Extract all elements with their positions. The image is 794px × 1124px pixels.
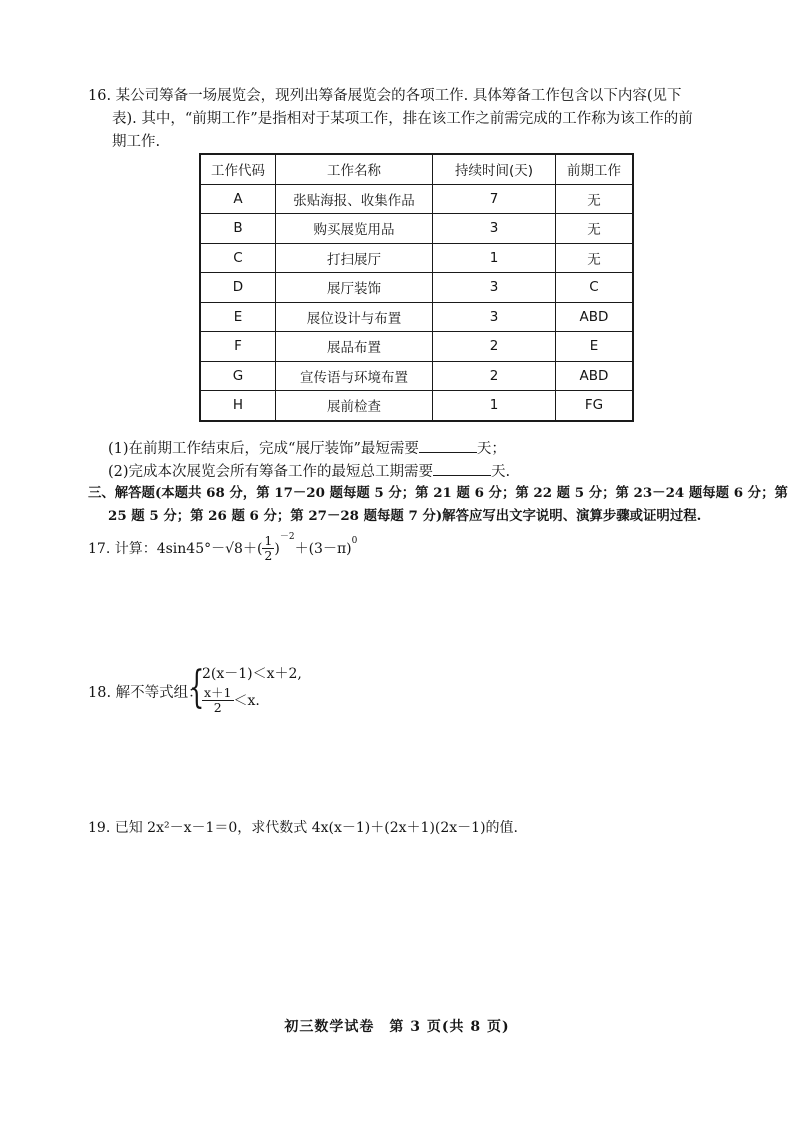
q16-line2: 表). 其中，“前期工作”是指相对于某项工作，排在该工作之前需完成的工作称为该工作的前	[112, 111, 693, 127]
cell-duration: 3	[433, 302, 556, 332]
cell-duration: 7	[433, 184, 556, 214]
cell-prereq: 无	[556, 184, 634, 214]
q17-term1: 4sin45°－√8＋(	[156, 540, 263, 557]
cell-name: 购买展览用品	[276, 214, 433, 244]
table-row	[200, 273, 633, 303]
cell-duration: 2	[433, 332, 556, 362]
q17	[88, 531, 358, 563]
answer-blank-1[interactable]	[419, 436, 477, 453]
q18-frac-den: 2	[213, 700, 222, 715]
cell-name: 展品布置	[276, 332, 433, 362]
cell-code: D	[200, 273, 276, 303]
cell-prereq: 无	[556, 214, 634, 244]
table-row	[200, 184, 633, 214]
q17-term2: ＋(3－π)	[294, 540, 352, 557]
q16-sub2-unit: 天.	[491, 464, 511, 480]
cell-prereq: C	[556, 273, 634, 303]
answer-blank-2[interactable]	[433, 459, 491, 476]
q16-line3: 期工作.	[112, 134, 161, 150]
cell-name: 张贴海报、收集作品	[276, 184, 433, 214]
table-row	[200, 243, 633, 273]
cell-name: 打扫展厅	[276, 243, 433, 273]
cell-prereq: ABD	[556, 361, 634, 391]
cell-code: E	[200, 302, 276, 332]
cell-code: H	[200, 391, 276, 421]
q17-exponent2: 0	[351, 535, 358, 546]
q17-paren-close: )	[274, 540, 280, 557]
q18-ineq1: 2(x－1)＜x＋2,	[202, 666, 302, 682]
q16-sub2-text: (2)完成本次展览会所有筹备工作的最短总工期需要	[108, 464, 434, 480]
cell-duration: 1	[433, 243, 556, 273]
work-table	[199, 153, 634, 422]
q19: 19. 已知 2x²－x－1＝0，求代数式 4x(x－1)＋(2x＋1)(2x－1)的值.	[88, 820, 518, 836]
q16-sub2	[108, 459, 510, 483]
q18-ineq2-tail: ＜x.	[233, 692, 260, 709]
cell-duration: 1	[433, 391, 556, 421]
brace-symbol: {	[189, 662, 205, 713]
table-row	[200, 332, 633, 362]
cell-code: G	[200, 361, 276, 391]
q18-fraction	[202, 686, 234, 715]
header-name: 工作名称	[276, 154, 433, 184]
cell-duration: 3	[433, 273, 556, 303]
cell-code: F	[200, 332, 276, 362]
q16-sub1	[108, 436, 506, 460]
q18-label: 18. 解不等式组：	[88, 685, 203, 701]
q16-sub1-unit: 天；	[476, 441, 506, 457]
table-row	[200, 361, 633, 391]
q17-frac-num: 1	[264, 533, 273, 548]
cell-code: A	[200, 184, 276, 214]
header-duration: 持续时间(天)	[433, 154, 556, 184]
header-prereq: 前期工作	[556, 154, 634, 184]
cell-name: 展厅装饰	[276, 273, 433, 303]
q18-frac-num: x＋1	[204, 685, 232, 700]
table-row	[200, 302, 633, 332]
q16-sub1-text: (1)在前期工作结束后，完成“展厅装饰”最短需要	[108, 441, 419, 457]
q17-label: 17. 计算：	[88, 540, 157, 557]
header-code: 工作代码	[200, 154, 276, 184]
cell-prereq: ABD	[556, 302, 634, 332]
cell-code: B	[200, 214, 276, 244]
section3-line1: 三、解答题(本题共 68 分，第 17－20 题每题 5 分；第 21 题 6 分；第 22 题 5 分；第 23－24 题每题 6 分；第	[88, 485, 788, 501]
cell-name: 展位设计与布置	[276, 302, 433, 332]
section3-line2: 25 题 5 分；第 26 题 6 分；第 27－28 题每题 7 分)解答应写出文字说明、演算步骤或证明过程.	[108, 508, 702, 524]
cell-prereq: E	[556, 332, 634, 362]
table-header-row	[200, 154, 633, 184]
cell-prereq: FG	[556, 391, 634, 421]
cell-duration: 3	[433, 214, 556, 244]
table-row	[200, 214, 633, 244]
q17-frac-den: 2	[264, 548, 273, 563]
q18-ineq2	[202, 686, 260, 715]
cell-duration: 2	[433, 361, 556, 391]
page-footer: 初三数学试卷 第 3 页(共 8 页)	[284, 1019, 510, 1035]
cell-name: 展前检查	[276, 391, 433, 421]
q16-line1: 16. 某公司筹备一场展览会，现列出筹备展览会的各项工作. 具体筹备工作包含以下内容(见下	[88, 88, 682, 104]
q17-fraction	[262, 534, 274, 563]
q17-exponent: －2	[279, 531, 295, 542]
table-row	[200, 391, 633, 421]
cell-prereq: 无	[556, 243, 634, 273]
cell-code: C	[200, 243, 276, 273]
cell-name: 宣传语与环境布置	[276, 361, 433, 391]
